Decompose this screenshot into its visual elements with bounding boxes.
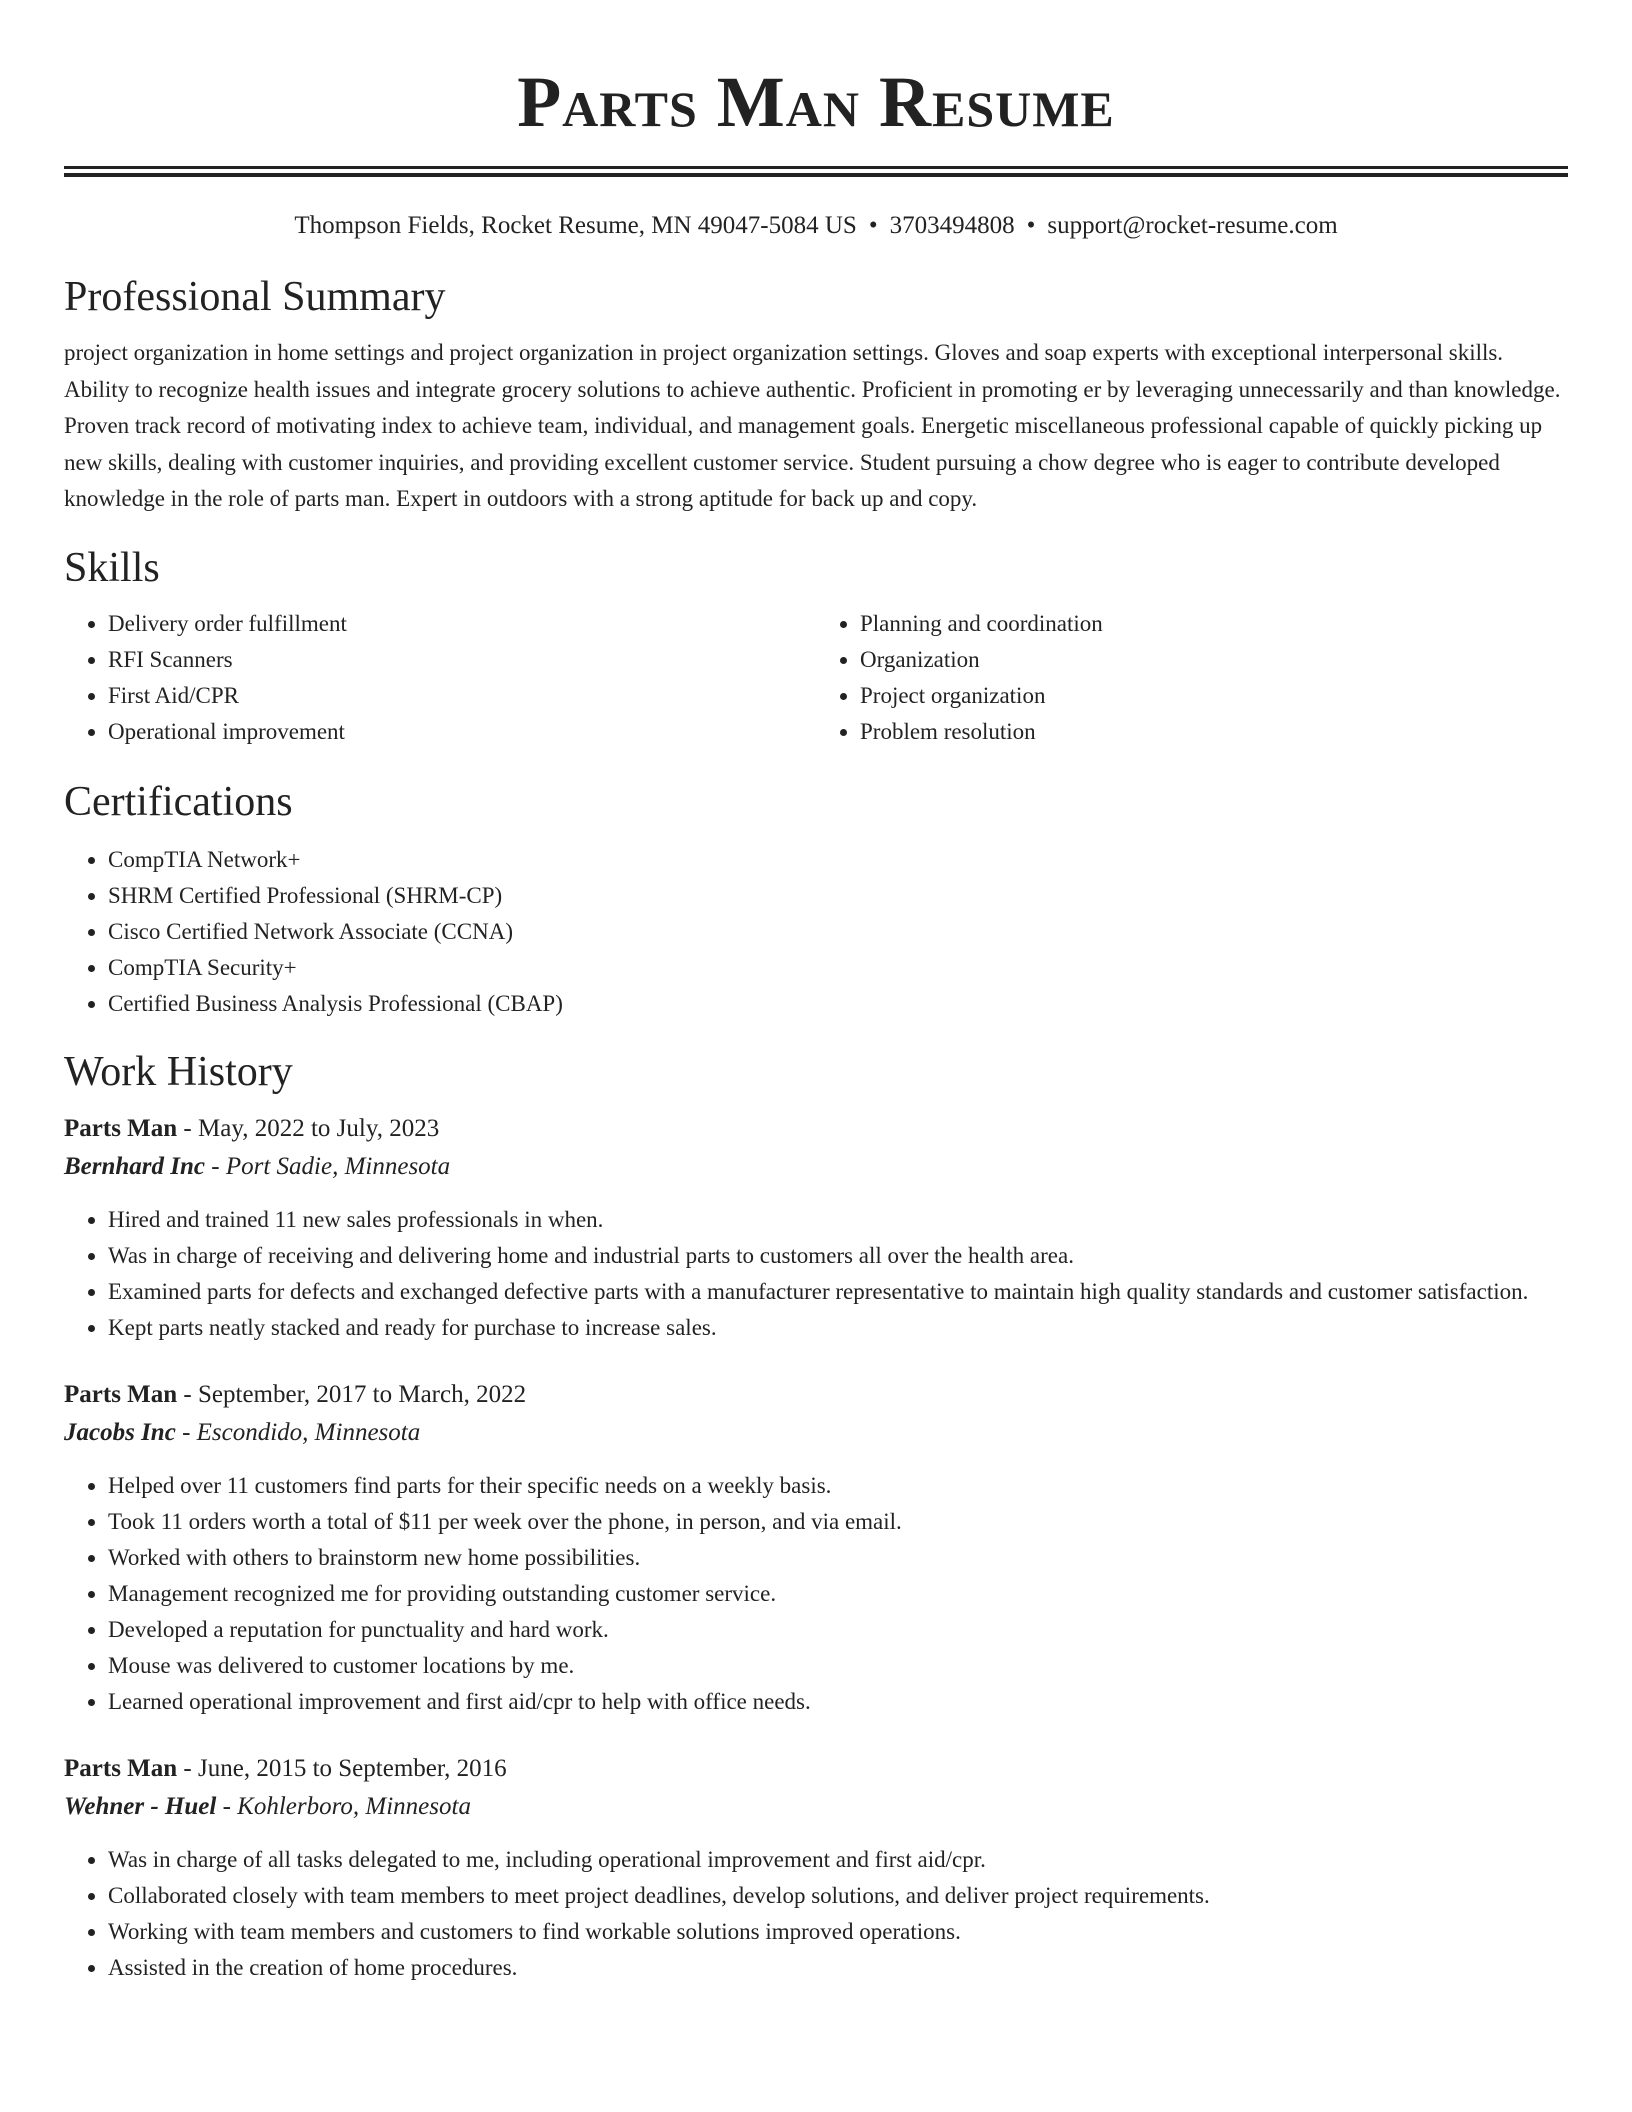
job-bullet: • Hired and trained 11 new sales professionals in when. (108, 1202, 1568, 1238)
job-company-line (64, 1788, 1568, 1826)
job-bullet: • Took 11 orders worth a total of $11 per week over the phone, in person, and via email. (108, 1504, 1568, 1540)
certification-item: • CompTIA Security+ (108, 950, 1568, 986)
job-company: Jacobs Inc (64, 1418, 176, 1446)
skill-item: • Operational improvement (108, 714, 816, 750)
skill-item: • Problem resolution (860, 714, 1568, 750)
job-bullets (64, 1468, 1568, 1720)
job-company: Bernhard Inc (64, 1152, 206, 1180)
job-dash: - (175, 1418, 197, 1446)
job-dash: - (177, 1754, 198, 1782)
job-bullet: • Assisted in the creation of home procedures. (108, 1950, 1568, 1986)
skill-item: • RFI Scanners (108, 642, 816, 678)
contact-line (64, 209, 1568, 243)
certification-item: • Certified Business Analysis Professional (CBAP) (108, 986, 1568, 1022)
job-dash: - (177, 1380, 198, 1408)
section-heading-work-history: Work History (64, 1048, 293, 1095)
contact-separator: • (1026, 212, 1036, 239)
skill-item: • First Aid/CPR (108, 678, 816, 714)
skill-item: • Delivery order fulfillment (108, 606, 816, 642)
job-bullet: • Worked with others to brainstorm new home possibilities. (108, 1540, 1568, 1576)
job-bullet: • Mouse was delivered to customer locations by me. (108, 1648, 1568, 1684)
job-dash: - (177, 1114, 198, 1142)
certification-item: • Cisco Certified Network Associate (CCNA) (108, 914, 1568, 950)
job-bullet: • Kept parts neatly stacked and ready for purchase to increase sales. (108, 1310, 1568, 1346)
job-bullet: • Learned operational improvement and first aid/cpr to help with office needs. (108, 1684, 1568, 1720)
job-entry (64, 1110, 1568, 1346)
job-bullet: • Developed a reputation for punctuality and hard work. (108, 1612, 1568, 1648)
job-dates: June, 2015 to September, 2016 (198, 1754, 507, 1782)
skills-list-right (816, 606, 1568, 750)
contact-phone: 3703494808 (889, 212, 1015, 239)
contact-separator: • (868, 212, 878, 239)
skill-item: • Project organization (860, 678, 1568, 714)
resume-title: Parts Man Resume (517, 62, 1115, 142)
job-location: Escondido, Minnesota (196, 1418, 421, 1446)
skill-item: • Planning and coordination (860, 606, 1568, 642)
job-role: Parts Man (64, 1754, 178, 1782)
job-bullet: • Collaborated closely with team members to meet project deadlines, develop solutions, and deliver project requirements. (108, 1878, 1568, 1914)
skill-item: • Organization (860, 642, 1568, 678)
job-dash: - (216, 1792, 238, 1820)
job-location: Kohlerboro, Minnesota (237, 1792, 471, 1820)
section-heading-summary: Professional Summary (64, 274, 446, 320)
skills-list-left (64, 606, 816, 750)
job-bullet: • Helped over 11 customers find parts for their specific needs on a weekly basis. (108, 1468, 1568, 1504)
job-title-line (64, 1376, 1568, 1414)
certification-item: • CompTIA Network+ (108, 842, 1568, 878)
job-dates: September, 2017 to March, 2022 (198, 1380, 527, 1408)
job-bullets (64, 1202, 1568, 1346)
section-heading-skills: Skills (64, 544, 160, 591)
job-company-line (64, 1414, 1568, 1452)
job-entry (64, 1750, 1568, 1986)
certification-item: • SHRM Certified Professional (SHRM-CP) (108, 878, 1568, 914)
job-title-line (64, 1750, 1568, 1788)
job-bullet: • Was in charge of receiving and delivering home and industrial parts to customers all over the health area. (108, 1238, 1568, 1274)
job-title-line (64, 1110, 1568, 1148)
job-entry (64, 1376, 1568, 1720)
contact-email: support@rocket-resume.com (1047, 212, 1338, 239)
job-dash: - (205, 1152, 226, 1180)
certifications-list (64, 842, 1568, 1022)
summary-text: project organization in home settings and project organization in project organization settings. Gloves and soap experts with exceptional interpersonal skills. Ability to recognize health issues and integrate grocery solutions to achieve authentic. Proficient in promoting er by leveraging unnecessarily and than knowledge. Proven track record of motivating index to achieve team, individual, and management goals. Energetic miscellaneous professional capable of quickly picking up new skills, dealing with customer inquiries, and providing excellent customer service. Student pursuing a chow degree who is eager to contribute developed knowledge in the role of parts man. Expert in outdoors with a strong aptitude for back up and copy. (64, 340, 1561, 511)
contact-address: Thompson Fields, Rocket Resume, MN 49047-5084 US (294, 212, 857, 239)
job-dates: May, 2022 to July, 2023 (198, 1114, 440, 1142)
title-double-rule (64, 166, 1568, 177)
job-role: Parts Man (64, 1380, 178, 1408)
job-company: Wehner - Huel (64, 1792, 217, 1820)
section-heading-certifications: Certifications (64, 778, 293, 825)
job-location: Port Sadie, Minnesota (225, 1152, 451, 1180)
job-bullet: • Was in charge of all tasks delegated to me, including operational improvement and first aid/cpr. (108, 1842, 1568, 1878)
skills-columns (64, 606, 1568, 750)
job-company-line (64, 1148, 1568, 1186)
job-bullet: • Working with team members and customers to find workable solutions improved operations. (108, 1914, 1568, 1950)
job-bullet: • Examined parts for defects and exchanged defective parts with a manufacturer representative to maintain high quality standards and customer satisfaction. (108, 1274, 1568, 1310)
job-bullet: • Management recognized me for providing outstanding customer service. (108, 1576, 1568, 1612)
job-role: Parts Man (64, 1114, 178, 1142)
job-bullets (64, 1842, 1568, 1986)
